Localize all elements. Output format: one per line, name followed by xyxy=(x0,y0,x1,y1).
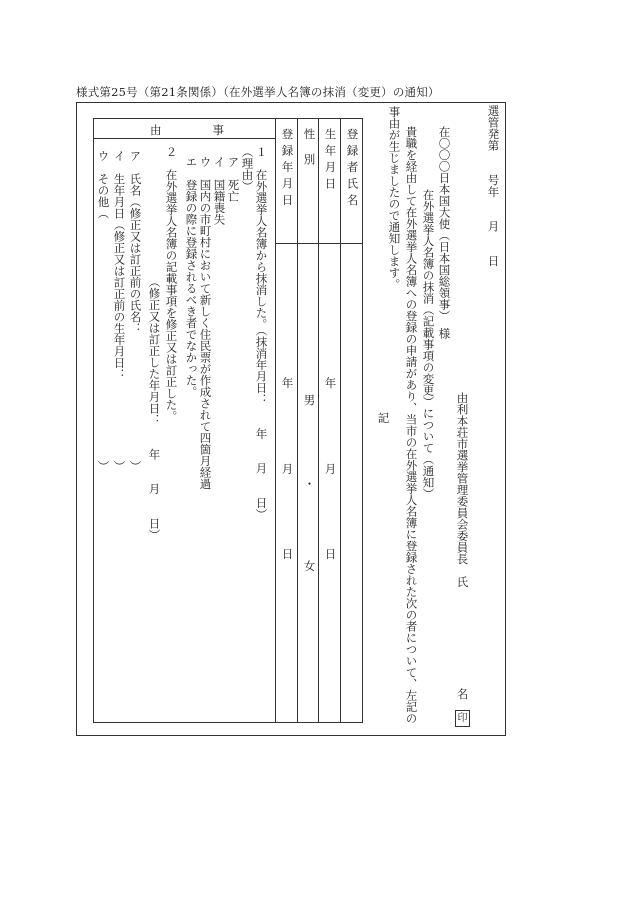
divider-sex-regdate xyxy=(297,118,298,723)
corrected-date: （修正又は訂正した年月日： 年 月 日） xyxy=(147,276,162,541)
header-birthdate: 生年月日 xyxy=(323,128,338,194)
header-sex: 性別 xyxy=(302,128,317,179)
sender: 由利本荘市選挙管理委員会委員長 氏 xyxy=(455,392,470,588)
divider-regdate-reason xyxy=(275,118,276,723)
table-left-border xyxy=(93,118,94,723)
correction-birthdate: イ 生年月日（修正又は訂正前の生年月日： ） xyxy=(112,150,127,472)
reason-death: ア 死亡 xyxy=(226,156,241,202)
body-line-2: 事由が生じましたので通知します。 xyxy=(387,106,402,290)
divider-birth-sex xyxy=(318,118,319,723)
reg-year-unit: 年 xyxy=(280,377,295,389)
body-line-1: 貴職を経由して在外選挙人名簿への登録の申請があり、当市の在外選挙人名簿に登録された次の者について、左記の xyxy=(404,126,419,724)
header-bottom-line xyxy=(276,243,362,244)
reason-item-2: ２ 在外選挙人名簿の記載事項を修正又は訂正した。 xyxy=(164,146,179,422)
sex-male: 男 xyxy=(302,394,317,406)
letter-date: 年 月 日 xyxy=(486,186,501,267)
header-reason: 由 事 xyxy=(150,123,225,137)
reg-month-unit: 月 xyxy=(280,463,295,475)
form-caption: 様式第25号（第21条関係）（在外選挙人名簿の抹消（変更）の通知） xyxy=(76,85,440,99)
header-registration-date: 登録年月日 xyxy=(280,128,295,211)
sender-name-label: 名 xyxy=(455,688,470,700)
correction-name: ア 氏名（修正又は訂正前の氏名： ） xyxy=(128,150,143,472)
header-registrant-name: 登録者氏名 xyxy=(345,128,360,211)
table-right-border xyxy=(362,118,363,723)
sex-separator: ・ xyxy=(302,478,317,490)
reason-item-1: １ 在外選挙人名簿から抹消した。（抹消年月日： 年 月 日） xyxy=(254,146,269,520)
birth-month-unit: 月 xyxy=(323,463,338,475)
reason-new-residency: ウ 国内の市町村において新しく住民票が作成されて四箇月経過 xyxy=(198,156,213,490)
table-bottom-border xyxy=(93,722,363,723)
divider-name-birth xyxy=(340,118,341,723)
doc-number: 選管発第 号 xyxy=(486,105,501,186)
ki-mark: 記 xyxy=(376,412,391,424)
table-top-border xyxy=(93,118,363,119)
reason-nationality-loss: イ 国籍喪失 xyxy=(212,156,227,225)
reason-label: （理由） xyxy=(240,146,255,192)
addressee: 在〇〇〇日本国大使（日本国総領事） 様 xyxy=(437,126,452,339)
correction-other: ウ その他（ ） xyxy=(96,150,111,472)
reason-header-line xyxy=(94,138,275,139)
reg-day-unit: 日 xyxy=(280,548,295,560)
birth-day-unit: 日 xyxy=(323,548,338,560)
sex-female: 女 xyxy=(302,560,317,572)
reason-not-eligible: エ 登録の際に登録されるべき者でなかった。 xyxy=(184,156,199,398)
birth-year-unit: 年 xyxy=(323,377,338,389)
subject: 在外選挙人名簿の抹消（記載事項の変更）について（通知） xyxy=(421,189,436,500)
seal-mark: 印 xyxy=(455,710,470,727)
